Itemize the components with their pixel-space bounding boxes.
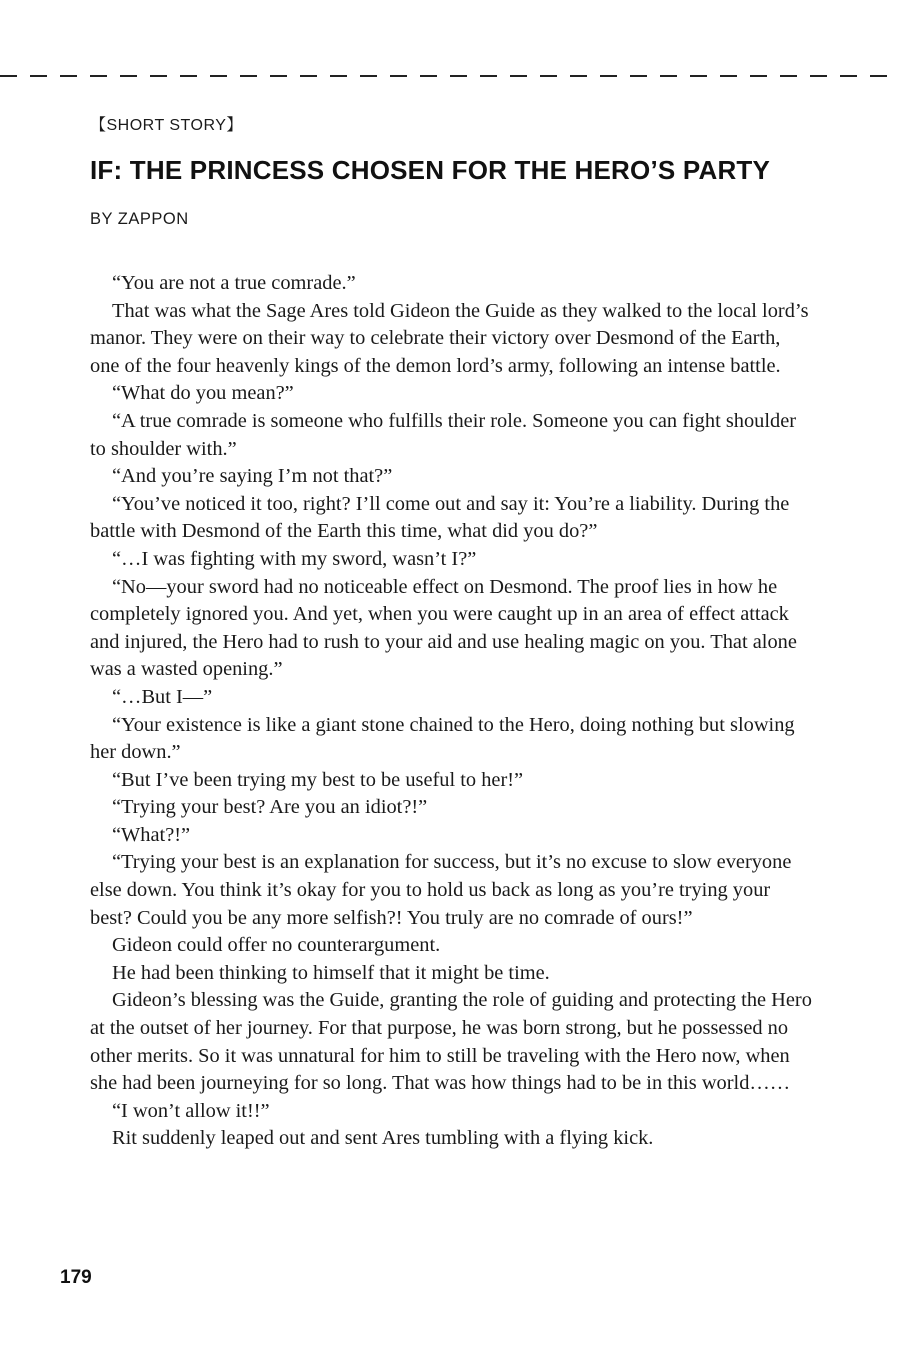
paragraph: “You are not a true comrade.” bbox=[112, 272, 356, 294]
paragraph: “…I was fighting with my sword, wasn’t I?” bbox=[112, 547, 477, 570]
section-label: 【SHORT STORY】 bbox=[90, 117, 243, 134]
story-title: IF: THE PRINCESS CHOSEN FOR THE HERO’S PARTY bbox=[90, 155, 771, 185]
paragraph: “You’ve noticed it too, right? I’ll come out and say it: You’re a liability. During the battle with Desmond of the Earth this time, what did you do?” bbox=[90, 492, 790, 543]
story-body bbox=[90, 270, 812, 1153]
dashed-separator bbox=[0, 75, 900, 77]
paragraph: He had been thinking to himself that it might be time. bbox=[112, 961, 550, 984]
paragraph: “A true comrade is someone who fulfills their role. Someone you can fight shoulder to shoulder with.” bbox=[90, 409, 797, 460]
page-number: 179 bbox=[60, 1267, 92, 1288]
paragraph: Gideon could offer no counterargument. bbox=[112, 934, 441, 957]
paragraph: “I won’t allow it!!” bbox=[112, 1099, 270, 1122]
paragraph: “Trying your best? Are you an idiot?!” bbox=[112, 796, 428, 819]
paragraph: “But I’ve been trying my best to be useful to her!” bbox=[112, 768, 524, 791]
paragraph: “And you’re saying I’m not that?” bbox=[112, 465, 393, 488]
paragraph: Rit suddenly leaped out and sent Ares tumbling with a flying kick. bbox=[112, 1127, 654, 1150]
paragraph: “…But I—” bbox=[112, 685, 213, 708]
paragraph: That was what the Sage Ares told Gideon the Guide as they walked to the local lord’s manor. They were on their way to celebrate their victory over Desmond of the Earth, one of the four heavenly kings of the demon lord’s army, following an intense battle. bbox=[90, 299, 809, 377]
paragraph: “What do you mean?” bbox=[112, 382, 294, 405]
paragraph: “No—your sword had no noticeable effect on Desmond. The proof lies in how he completely ignored you. And yet, when you were caught up in an area of effect attack and injured, the Hero had to rush to your aid and use healing magic on you. That alone was a wasted opening.” bbox=[90, 575, 797, 681]
paragraph: “Your existence is like a giant stone chained to the Hero, doing nothing but slowing her down.” bbox=[90, 713, 795, 764]
paragraph: Gideon’s blessing was the Guide, granting the role of guiding and protecting the Hero at the outset of her journey. For that purpose, he was born strong, but he possessed no other merits. So it was unnatural for him to still be traveling with the Hero now, when she had been journeying for so long. That was how things had to be in this world…… bbox=[90, 989, 812, 1095]
paragraph: “What?!” bbox=[112, 823, 191, 846]
paragraph: “Trying your best is an explanation for success, but it’s no excuse to slow everyone else down. You think it’s okay for you to hold us back as long as you’re trying your best? Could you be any more selfish?! You truly are no comrade of ours!” bbox=[90, 851, 792, 929]
author-byline: BY ZAPPON bbox=[90, 210, 189, 228]
